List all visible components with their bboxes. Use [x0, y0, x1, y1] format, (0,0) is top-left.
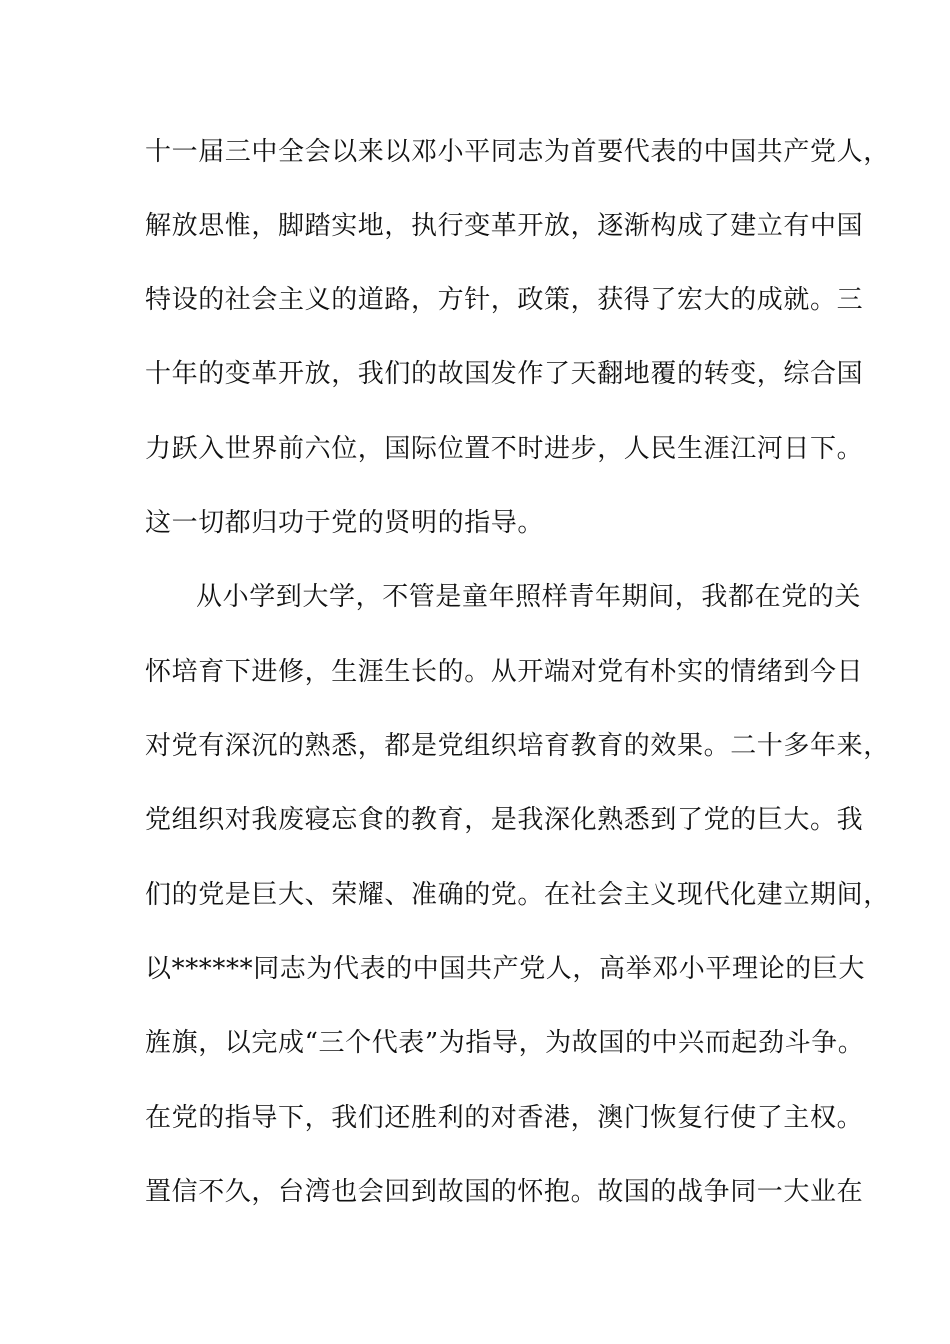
text-line: 以******同志为代表的中国共产党人，高举邓小平理论的巨大 [145, 954, 866, 984]
text-line: 在党的指导下，我们还胜利的对香港，澳门恢复行使了主权。 [145, 1103, 864, 1133]
text-line: 特设的社会主义的道路，方针，政策，获得了宏大的成就。三 [145, 285, 864, 315]
text-line: 力跃入世界前六位，国际位置不时进步，人民生涯江河日下。 [145, 434, 864, 464]
text-line: 们的党是巨大、荣耀、准确的党。在社会主义现代化建立期间， [145, 880, 890, 910]
text-line: 解放思惟，脚踏实地，执行变革开放，逐渐构成了建立有中国 [145, 211, 864, 241]
text-line: 对党有深沉的熟悉，都是党组织培育教育的效果。二十多年来， [145, 731, 890, 761]
text-line: 十年的变革开放，我们的故国发作了天翻地覆的转变，综合国 [145, 359, 864, 389]
text-line: 置信不久，台湾也会回到故国的怀抱。故国的战争同一大业在 [145, 1177, 864, 1207]
text-line: 党组织对我废寝忘食的教育，是我深化熟悉到了党的巨大。我 [145, 805, 864, 835]
text-line: 旌旗，以完成“三个代表”为指导，为故国的中兴而起劲斗争。 [145, 1028, 865, 1058]
text-line: 十一届三中全会以来以邓小平同志为首要代表的中国共产党人， [145, 137, 890, 167]
text-line: 怀培育下进修，生涯生长的。从开端对党有朴实的情绪到今日 [145, 657, 864, 687]
text-line: 这一切都归功于党的贤明的指导。 [145, 508, 545, 538]
paragraph-first-line: 从小学到大学，不管是童年照样青年期间，我都在党的关 [196, 582, 862, 612]
